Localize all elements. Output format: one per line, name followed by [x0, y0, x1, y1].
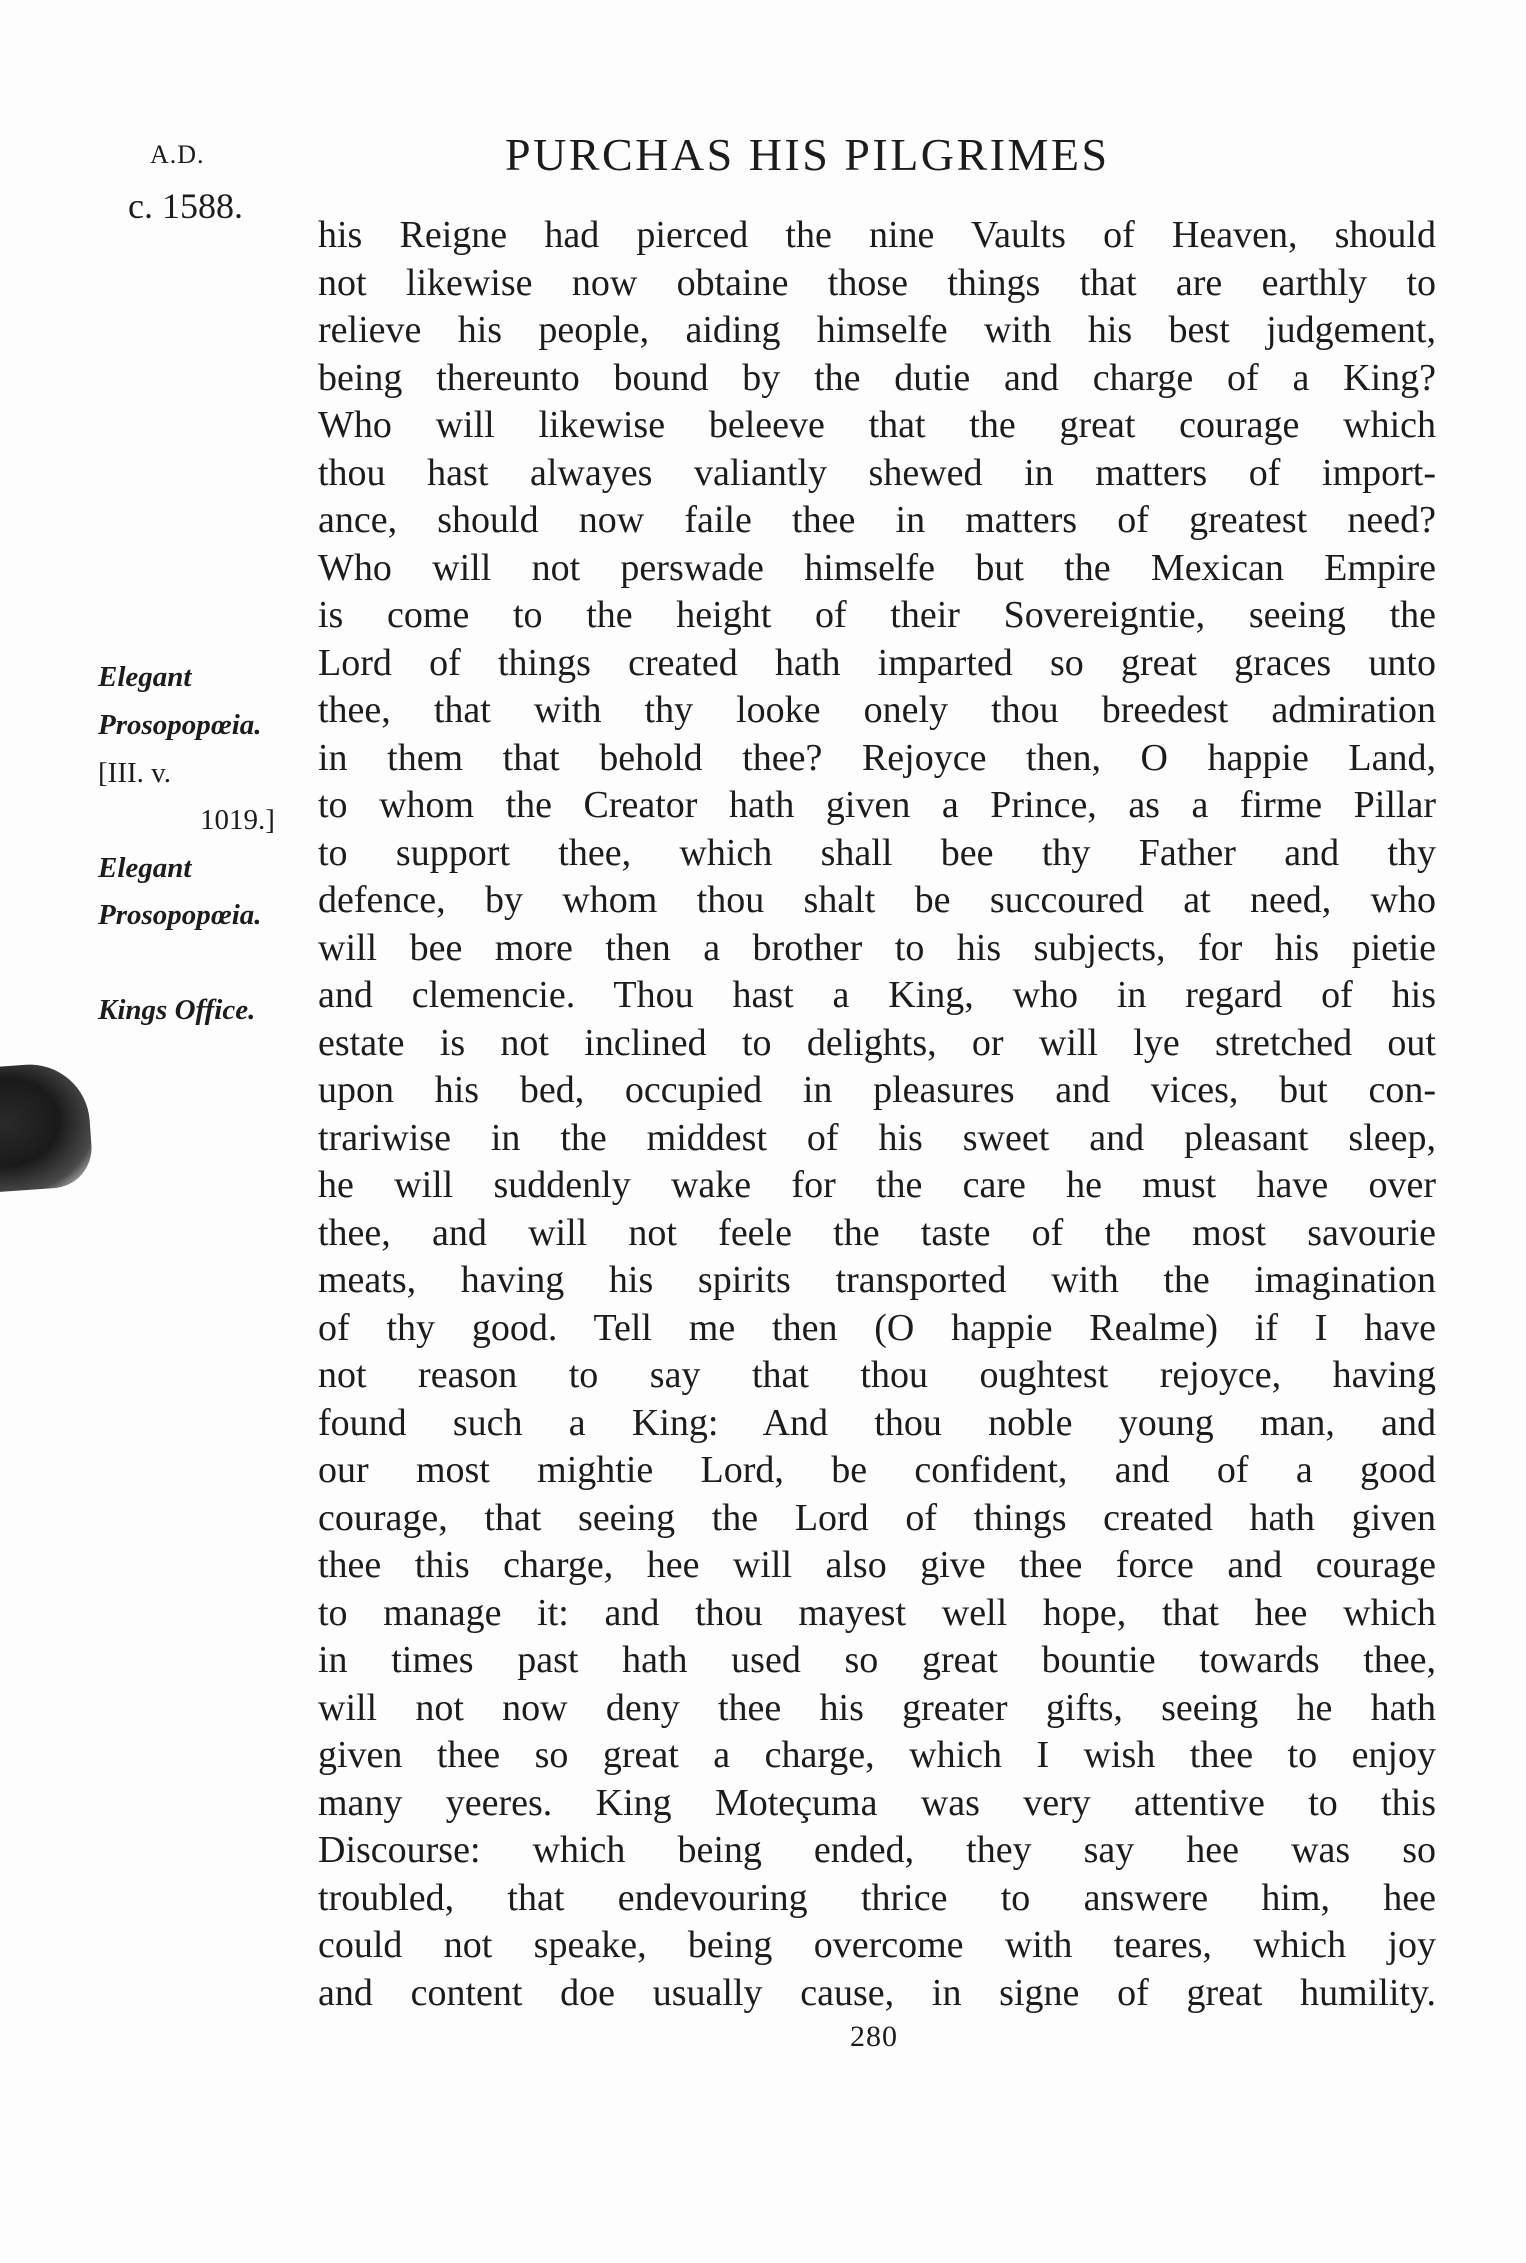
margin-note-prosopopoeia-1: Prosopopœia.: [98, 709, 262, 741]
body-line: in them that behold thee? Rejoyce then, O happie Land,: [318, 736, 1436, 779]
body-line: could not speake, being overcome with teares, which joy: [318, 1924, 1436, 1966]
body-line: not likewise now obtaine those things that are earthly to: [318, 261, 1436, 304]
margin-date: c. 1588.: [128, 186, 243, 226]
body-line: ance, should now faile thee in matters of greatest need?: [318, 499, 1436, 541]
body-line: Lord of things created hath imparted so great graces unto: [318, 641, 1436, 684]
body-line: our most mightie Lord, be confident, and of a good: [318, 1449, 1436, 1491]
margin-note-prosopopoeia-2: Prosopopœia.: [98, 899, 262, 931]
margin-note-elegant-1: Elegant: [98, 661, 192, 693]
body-line: defence, by whom thou shalt be succoured at need, who: [318, 879, 1436, 921]
body-line: thou hast alwayes valiantly shewed in matters of import-: [318, 451, 1436, 494]
body-line: to manage it: and thou mayest well hope, that hee which: [318, 1591, 1436, 1634]
body-line: thee, that with thy looke onely thou breedest admiration: [318, 689, 1436, 731]
body-line: upon his bed, occupied in pleasures and vices, but con-: [318, 1069, 1436, 1111]
body-line: to support thee, which shall bee thy Father and thy: [318, 831, 1436, 874]
margin-era: A.D.: [150, 140, 205, 169]
body-line: trariwise in the middest of his sweet and pleasant sleep,: [318, 1116, 1436, 1159]
running-head-title: PURCHAS HIS PILGRIMES: [505, 129, 1110, 180]
body-line: Who will likewise beleeve that the great courage which: [318, 404, 1436, 446]
body-line: he will suddenly wake for the care he must have over: [318, 1164, 1436, 1206]
margin-note-elegant-2: Elegant: [98, 852, 192, 884]
body-line: being thereunto bound by the dutie and charge of a King?: [318, 356, 1436, 399]
body-line: not reason to say that thou oughtest rejoyce, having: [318, 1354, 1436, 1396]
body-line: meats, having his spirits transported with the imagination: [318, 1259, 1436, 1301]
body-line: will bee more then a brother to his subjects, for his pietie: [318, 926, 1436, 969]
body-line: found such a King: And thou noble young man, and: [318, 1401, 1436, 1444]
body-line: thee this charge, hee will also give thee force and courage: [318, 1544, 1436, 1586]
body-line: Who will not perswade himselfe but the Mexican Empire: [318, 546, 1436, 589]
body-line: thee, and will not feele the taste of the most savourie: [318, 1211, 1436, 1254]
body-line: will not now deny thee his greater gifts, seeing he hath: [318, 1686, 1436, 1729]
scanner-thumb-shadow: [0, 1061, 94, 1195]
page-number: 280: [850, 2020, 898, 2053]
margin-reference-page: 1019.]: [200, 804, 275, 836]
body-line: troubled, that endevouring thrice to answere him, hee: [318, 1876, 1436, 1919]
margin-note-kings-office: Kings Office.: [98, 994, 256, 1026]
body-line: courage, that seeing the Lord of things created hath given: [318, 1496, 1436, 1539]
body-line: given thee so great a charge, which I wish thee to enjoy: [318, 1734, 1436, 1776]
body-line: is come to the height of their Sovereigntie, seeing the: [318, 594, 1436, 636]
margin-reference-volume: [III. v.: [98, 757, 171, 789]
body-line: and clemencie. Thou hast a King, who in regard of his: [318, 974, 1436, 1016]
body-line: of thy good. Tell me then (O happie Realme) if I have: [318, 1306, 1436, 1349]
body-line: many yeeres. King Moteçuma was very attentive to this: [318, 1781, 1436, 1824]
body-line: to whom the Creator hath given a Prince, as a firme Pillar: [318, 784, 1436, 826]
body-line: Discourse: which being ended, they say hee was so: [318, 1829, 1436, 1871]
body-line: and content doe usually cause, in signe of great humility.: [318, 1971, 1436, 2014]
body-text: [318, 212, 1436, 2017]
body-line: his Reigne had pierced the nine Vaults of Heaven, should: [318, 214, 1436, 256]
body-line: in times past hath used so great bountie towards thee,: [318, 1639, 1436, 1681]
body-line: relieve his people, aiding himselfe with his best judgement,: [318, 309, 1436, 351]
body-line: estate is not inclined to delights, or will lye stretched out: [318, 1021, 1436, 1064]
